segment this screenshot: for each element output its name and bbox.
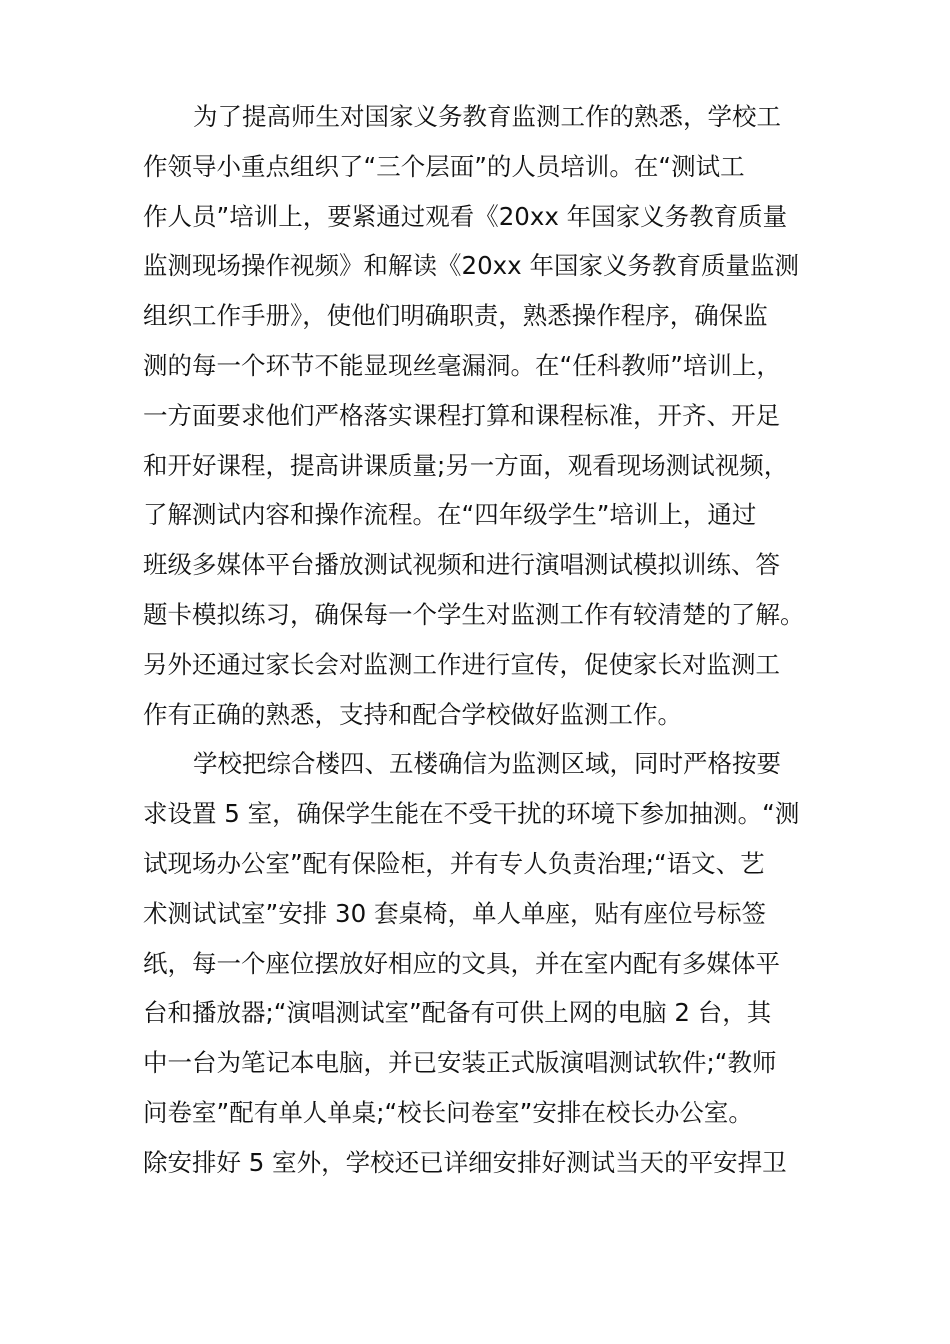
text-line: 一方面要求他们严格落实课程打算和课程标准，开齐、开足 [143, 400, 780, 430]
text-line: 中一台为笔记本电脑，并已安装正式版演唱测试软件;“教师 [143, 1048, 777, 1078]
text-line: 纸，每一个座位摆放好相应的文具，并在室内配有多媒体平 [143, 948, 780, 978]
text-line: 作有正确的熟悉，支持和配合学校做好监测工作。 [143, 699, 682, 729]
text-line: 作领导小重点组织了“三个层面”的人员培训。在“测试工 [143, 151, 745, 181]
document-body [143, 92, 813, 1188]
text-line: 试现场办公室”配有保险柜，并有专人负责治理;“语文、艺 [143, 848, 765, 878]
text-line: 学校把综合楼四、五楼确信为监测区域，同时严格按要 [193, 749, 781, 779]
text-line: 为了提高师生对国家义务教育监测工作的熟悉，学校工 [193, 102, 781, 131]
text-line: 问卷室”配有单人单桌;“校长问卷室”安排在校长办公室。 [143, 1097, 753, 1127]
paragraph-test-rooms [143, 739, 813, 1187]
text-line: 作人员”培训上，要紧通过观看《20xx 年国家义务教育质量 [143, 201, 788, 231]
text-line: 班级多媒体平台播放测试视频和进行演唱测试模拟训练、答 [143, 550, 780, 580]
text-line: 台和播放器;“演唱测试室”配备有可供上网的电脑 2 台，其 [143, 998, 772, 1028]
text-line: 和开好课程，提高讲课质量;另一方面，观看现场测试视频， [143, 450, 789, 480]
text-line: 除安排好 5 室外，学校还已详细安排好测试当天的平安捍卫 [143, 1147, 787, 1177]
text-line: 了解测试内容和操作流程。在“四年级学生”培训上，通过 [143, 500, 757, 530]
text-line: 求设置 5 室，确保学生能在不受干扰的环境下参加抽测。“测 [143, 799, 800, 829]
paragraph-training [143, 92, 813, 739]
text-line: 术测试试室”安排 30 套桌椅，单人单座，贴有座位号标签 [143, 898, 766, 928]
text-line: 题卡模拟练习，确保每一个学生对监测工作有较清楚的了解。 [143, 599, 805, 629]
text-line: 另外还通过家长会对监测工作进行宣传，促使家长对监测工 [143, 649, 780, 679]
text-line: 监测现场操作视频》和解读《20xx 年国家义务教育质量监测 [143, 251, 799, 281]
text-line: 组织工作手册》，使他们明确职责，熟悉操作程序，确保监 [143, 301, 768, 331]
text-line: 测的每一个环节不能显现丝毫漏洞。在“任科教师”培训上， [143, 350, 781, 380]
